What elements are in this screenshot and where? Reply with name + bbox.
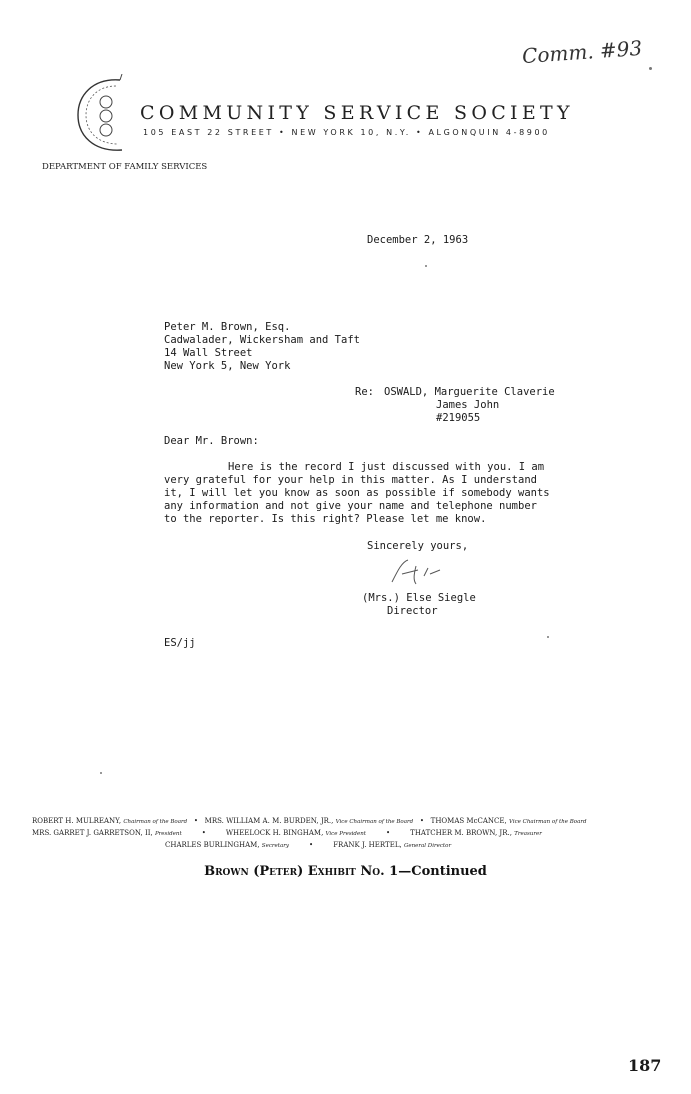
salutation: Dear Mr. Brown: [164, 435, 259, 447]
officer-title: Vice Chairman of the Board [508, 819, 587, 825]
body-line: Here is the record I just discussed with you. I am [228, 461, 545, 473]
officer-name: FRANK J. HERTEL, [333, 841, 402, 849]
organization-address: 105 EAST 22 STREET • NEW YORK 10, N.Y. • ALGONQUIN 4-8900 [143, 128, 550, 137]
officer-title: Chairman of the Board [123, 819, 188, 825]
handwritten-annotation: Comm. #93 [521, 35, 643, 69]
officer-name: WHEELOCK H. BINGHAM, [225, 829, 324, 837]
body-line: it, I will let you know as soon as possible if somebody wants [164, 487, 550, 499]
officer-title: President [154, 831, 182, 837]
scan-speck [425, 265, 427, 267]
letter-date: December 2, 1963 [367, 234, 469, 246]
recipient-line: 14 Wall Street [164, 347, 253, 359]
typist-initials: ES/jj [164, 637, 196, 649]
re-line: #219055 [436, 412, 481, 424]
officer-name: CHARLES BURLINGHAM, [165, 841, 260, 849]
recipient-line: Peter M. Brown, Esq. [164, 321, 291, 333]
recipient-line: Cadwalader, Wickersham and Taft [164, 334, 360, 346]
closing: Sincerely yours, [367, 540, 469, 552]
re-line: James John [436, 399, 500, 411]
page-number: 187 [628, 1056, 662, 1075]
letter-body [164, 461, 550, 526]
re-line: OSWALD, Marguerite Claverie [384, 386, 555, 398]
body-line: to the reporter. Is this right? Please let me know. [164, 513, 487, 525]
society-logo-icon [72, 74, 136, 156]
officer-title: Vice Chairman of the Board [335, 819, 414, 825]
organization-name: COMMUNITY SERVICE SOCIETY [140, 102, 574, 124]
officer-title: Secretary [261, 843, 290, 849]
officers-line: CHARLES BURLINGHAM, Secretary • FRANK J. HERTEL, General Director [165, 841, 452, 849]
body-line: any information and not give your name and telephone number [164, 500, 537, 512]
exhibit-caption-suffix: —Continued [398, 864, 487, 879]
officers-line: MRS. GARRET J. GARRETSON, II, President • WHEELOCK H. BINGHAM, Vice President • THATCHER M. BROWN, JR., Treasurer [32, 829, 542, 837]
signature-title: Director [387, 605, 438, 617]
department-name: DEPARTMENT OF FAMILY SERVICES [42, 162, 208, 172]
signature-name: (Mrs.) Else Siegle [362, 592, 476, 604]
re-label: Re: [355, 386, 374, 398]
recipient-address [164, 321, 360, 373]
recipient-line: New York 5, New York [164, 360, 291, 372]
officer-name: ROBERT H. MULREANY, [32, 817, 122, 825]
officer-title: Vice President [325, 831, 366, 837]
scan-speck [100, 772, 102, 774]
officer-title: General Director [403, 843, 452, 849]
handwritten-signature [388, 556, 448, 588]
officer-name: MRS. GARRET J. GARRETSON, II, [32, 829, 153, 837]
officer-name: MRS. WILLIAM A. M. BURDEN, JR., [204, 817, 334, 825]
exhibit-caption [0, 864, 691, 879]
officer-name: THATCHER M. BROWN, JR., [410, 829, 512, 837]
officer-name: THOMAS McCANCE, [430, 817, 507, 825]
officers-line: ROBERT H. MULREANY, Chairman of the Board • MRS. WILLIAM A. M. BURDEN, JR., Vice Chairman of the Board • THOMAS McCANCE, Vice Chairman of the Board [32, 817, 587, 825]
scan-speck [649, 67, 652, 70]
scan-speck [547, 636, 549, 638]
body-line: very grateful for your help in this matter. As I understand [164, 474, 537, 486]
officer-title: Treasurer [514, 831, 542, 837]
exhibit-caption-prefix: Brown (Peter) Exhibit No. 1 [204, 864, 399, 879]
re-subject [384, 386, 555, 425]
